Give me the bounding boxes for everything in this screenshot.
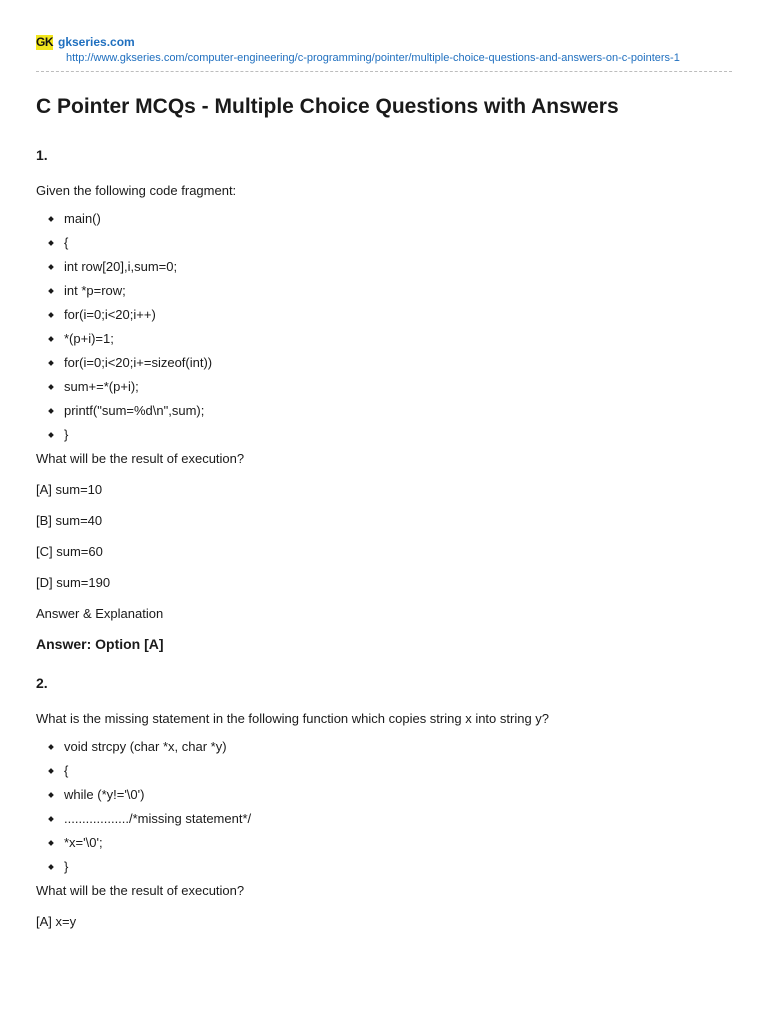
code-line: int *p=row; (36, 282, 732, 306)
code-line: *x='\0'; (36, 834, 732, 858)
code-line: *(p+i)=1; (36, 330, 732, 354)
main-content (36, 94, 732, 930)
code-line: int row[20],i,sum=0; (36, 258, 732, 282)
header-divider (36, 71, 732, 72)
bullet-icon (48, 408, 54, 414)
question-2-code-list (36, 738, 732, 882)
bullet-icon (48, 264, 54, 270)
code-line: for(i=0;i<20;i+=sizeof(int)) (36, 354, 732, 378)
bullet-icon (48, 840, 54, 846)
question-1-code-list (36, 210, 732, 450)
code-line: { (36, 234, 732, 258)
question-1-option-a: [A] sum=10 (36, 482, 103, 497)
code-line: while (*y!='\0') (36, 786, 732, 810)
bullet-icon (48, 792, 54, 798)
site-name-link[interactable]: gkseries.com (58, 35, 135, 49)
question-2-text: What will be the result of execution? (36, 883, 245, 898)
code-line: sum+=*(p+i); (36, 378, 732, 402)
bullet-icon (48, 360, 54, 366)
bullet-icon (48, 816, 54, 822)
question-2-prompt: What is the missing statement in the following function which copies string x into string y? (36, 711, 550, 726)
code-line: for(i=0;i<20;i++) (36, 306, 732, 330)
code-line: { (36, 762, 732, 786)
code-line: } (36, 858, 732, 882)
code-line: } (36, 426, 732, 450)
bullet-icon (48, 768, 54, 774)
bullet-icon (48, 312, 54, 318)
question-1-option-d: [D] sum=190 (36, 575, 111, 590)
question-2-option-a: [A] x=y (36, 914, 77, 929)
question-1-option-c: [C] sum=60 (36, 544, 103, 559)
code-line: main() (36, 210, 732, 234)
page-title: C Pointer MCQs - Multiple Choice Questions with Answers (36, 95, 619, 118)
question-1-text: What will be the result of execution? (36, 451, 245, 466)
question-2-number: 2. (36, 675, 48, 691)
bullet-icon (48, 240, 54, 246)
question-1-number: 1. (36, 147, 48, 163)
bullet-icon (48, 336, 54, 342)
bullet-icon (48, 216, 54, 222)
bullet-icon (48, 744, 54, 750)
bullet-icon (48, 288, 54, 294)
code-line: printf("sum=%d\n",sum); (36, 402, 732, 426)
bullet-icon (48, 432, 54, 438)
source-url-link[interactable]: http://www.gkseries.com/computer-engineering/c-programming/pointer/multiple-choice-questions-and-answers-on-c-pointers-1 (66, 52, 680, 64)
site-brand (36, 34, 732, 50)
gk-logo: GK (36, 34, 53, 49)
bullet-icon (48, 384, 54, 390)
code-line: void strcpy (char *x, char *y) (36, 738, 732, 762)
question-1-option-b: [B] sum=40 (36, 513, 103, 528)
site-header (36, 34, 732, 64)
bullet-icon (48, 864, 54, 870)
question-1-prompt: Given the following code fragment: (36, 183, 237, 198)
answer-explanation-link[interactable]: Answer & Explanation (36, 606, 164, 621)
code-line: ................../*missing statement*/ (36, 810, 732, 834)
question-1-answer: Answer: Option [A] (36, 636, 164, 652)
